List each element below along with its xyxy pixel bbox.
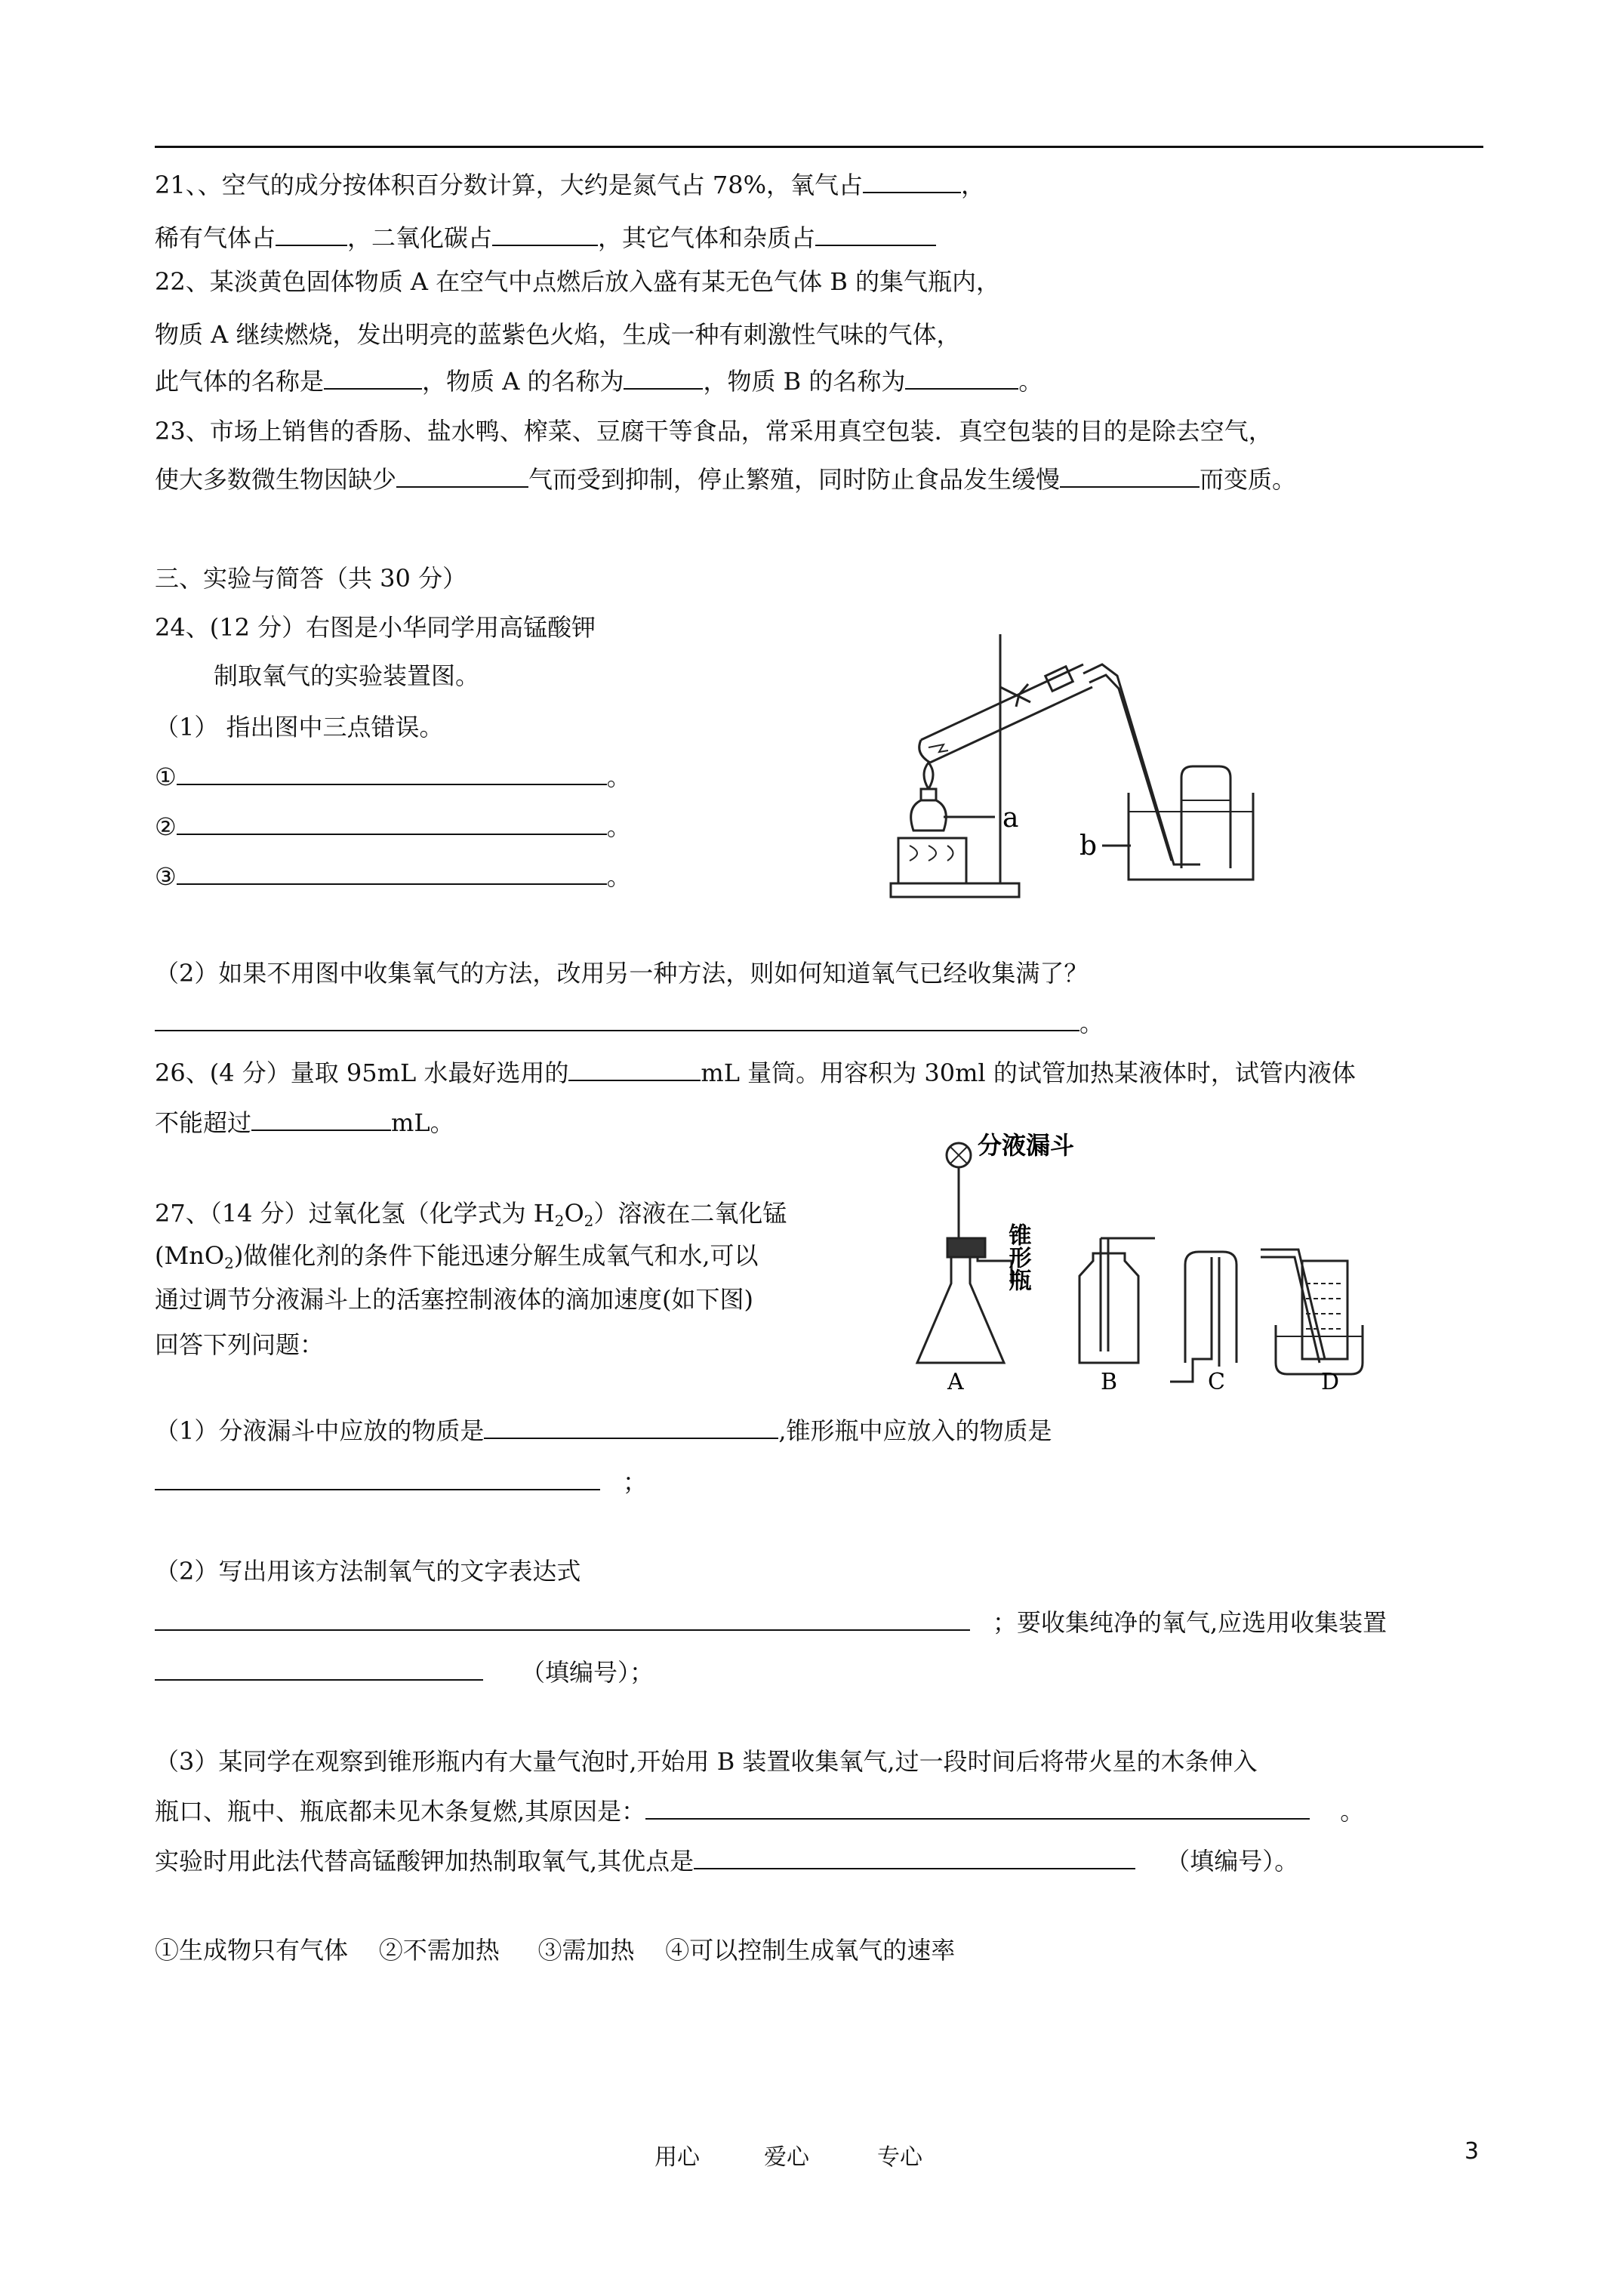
q27-p3b: 瓶口、瓶中、瓶底都未见木条复燃,其原因是： <box>155 1797 646 1826</box>
q24-line1: 24、(12 分）右图是小华同学用高锰酸钾 <box>155 613 596 642</box>
q23-a: 使大多数微生物因缺少 <box>155 465 397 494</box>
header-rule <box>155 146 1483 148</box>
q23-line1: 23、市场上销售的香肠、盐水鸭、榨菜、豆腐干等食品，常采用真空包装．真空包装的目的是除去空气， <box>155 417 1273 445</box>
blank-b-name[interactable] <box>905 365 1018 390</box>
q27-part3-line2 <box>155 1794 1364 1829</box>
q21-line2 <box>155 220 936 255</box>
q27-p3c-end: （填编号）。 <box>1166 1847 1299 1875</box>
h2o2-apparatus-figure <box>906 1133 1434 1389</box>
sub-2b: 2 <box>584 1212 594 1230</box>
blank-error-1[interactable] <box>177 761 607 785</box>
blank-funnel-substance[interactable] <box>484 1415 778 1439</box>
q26-a: 26、(4 分）量取 95mL 水最好选用的 <box>155 1059 569 1087</box>
q22-a-name: ，物质 A 的名称为 <box>422 367 624 396</box>
q27-part2: （2）写出用该方法制氧气的文字表达式 <box>155 1557 581 1586</box>
blank-a-name[interactable] <box>624 365 703 390</box>
test-tube <box>921 664 1092 763</box>
q26-d: mL。 <box>391 1108 454 1137</box>
alcohol-lamp <box>911 800 947 831</box>
q27-line4: 回答下列问题： <box>155 1330 325 1359</box>
q27-c: )做催化剂的条件下能迅速分解生成氧气和水,可以 <box>233 1241 759 1270</box>
part2-end: 。 <box>1079 1009 1104 1037</box>
figure-label-b: b <box>1079 831 1098 861</box>
q27-part1 <box>155 1413 1052 1448</box>
blank-oxygen[interactable] <box>863 169 961 193</box>
footer-word-2: 爱心 <box>764 2144 809 2171</box>
blank-oxidation[interactable] <box>1060 464 1200 488</box>
q27-a: 27、（14 分）过氧化氢（化学式为 H <box>155 1199 555 1228</box>
q27-part2-answer <box>155 1605 1387 1640</box>
q24-line2: 制取氧气的实验装置图。 <box>214 661 480 690</box>
blank-full-check[interactable] <box>155 1007 1079 1031</box>
q27-p1b: ,锥形瓶中应放入的物质是 <box>778 1416 1052 1445</box>
blank-cylinder[interactable] <box>568 1057 701 1081</box>
q21-line1 <box>155 168 985 202</box>
q22-line3 <box>155 364 1042 399</box>
q22-line1: 22、某淡黄色固体物质 A 在空气中点燃后放入盛有某无色气体 B 的集气瓶内， <box>155 267 1001 296</box>
section-3-title: 三、实验与简答（共 30 分） <box>155 564 467 593</box>
q21-other: ，其它气体和杂质占 <box>598 223 816 252</box>
blank-advantage[interactable] <box>694 1845 1135 1869</box>
q21-end: ， <box>961 171 986 199</box>
q21-rare: 稀有气体占 <box>155 223 276 252</box>
q27-part3-line1: （3）某同学在观察到锥形瓶内有大量气泡时,开始用 B 装置收集氧气,过一段时间后将带火星的木条伸入 <box>155 1747 1258 1776</box>
q23-line2 <box>155 462 1296 497</box>
q22-gas-name: 此气体的名称是 <box>155 367 325 396</box>
label-B: B <box>1101 1369 1118 1389</box>
blank-co2[interactable] <box>492 222 598 246</box>
blank-rare-gas[interactable] <box>276 222 347 246</box>
q27-line3: 通过调节分液漏斗上的活塞控制液体的滴加速度(如下图) <box>155 1285 753 1314</box>
q27-line2 <box>155 1238 759 1281</box>
q27-p3c: 实验时用此法代替高锰酸钾加热制取氧气,其优点是 <box>155 1847 694 1875</box>
q27-p2b: ；要收集纯净的氧气,应选用收集装置 <box>993 1608 1387 1637</box>
blank-error-3[interactable] <box>177 861 607 885</box>
label-C: C <box>1208 1369 1225 1389</box>
blank-gas-name[interactable] <box>324 365 422 390</box>
q27-part2-device <box>155 1655 654 1690</box>
q21-co2: ，二氧化碳占 <box>347 223 493 252</box>
blank-other[interactable] <box>815 222 936 246</box>
figure-label-a: a <box>1002 803 1019 834</box>
marker-3: ③ <box>155 862 177 891</box>
sub-2a: 2 <box>554 1212 565 1230</box>
footer-word-1: 用心 <box>654 2144 700 2171</box>
q26-b: mL 量筒。用容积为 30ml 的试管加热某液体时，试管内液体 <box>701 1059 1356 1087</box>
error2-end: 。 <box>606 812 631 841</box>
label-separatory-funnel: 分液漏斗 <box>978 1133 1075 1160</box>
q24-part2-answer <box>155 1006 1104 1040</box>
blank-word-equation[interactable] <box>155 1607 970 1631</box>
q27-p1-end: ； <box>623 1468 648 1496</box>
label-conical-flask: 锥形瓶 <box>1004 1223 1031 1291</box>
q24-part1: （1） 指出图中三点错误。 <box>155 713 444 741</box>
q27-p2c: （填编号）； <box>521 1658 654 1687</box>
q27-options: ①生成物只有气体 ②不需加热 ③需加热 ④可以控制生成氧气的速率 <box>155 1936 956 1965</box>
q27-p1a: （1）分液漏斗中应放的物质是 <box>155 1416 485 1445</box>
error3-end: 。 <box>606 862 631 891</box>
q24-error2 <box>155 809 631 844</box>
q26-line2 <box>155 1105 454 1140</box>
q27-part1-answer <box>155 1465 647 1499</box>
q27-mno: (MnO <box>155 1241 225 1270</box>
q24-part2: （2）如果不用图中收集氧气的方法，改用另一种方法，则如何知道氧气已经收集满了？ <box>155 959 1089 988</box>
page-number: 3 <box>1464 2138 1480 2165</box>
q27-b: ）溶液在二氧化锰 <box>593 1199 787 1228</box>
flask-a <box>917 1257 1004 1363</box>
blank-gas[interactable] <box>396 464 528 488</box>
q22-line2: 物质 A 继续燃烧，发出明亮的蓝紫色火焰，生成一种有刺激性气味的气体， <box>155 320 961 349</box>
label-A: A <box>947 1369 964 1389</box>
q24-error1 <box>155 760 631 794</box>
q21-text: 21、、空气的成分按体积百分数计算，大约是氮气占 78%，氧气占 <box>155 171 864 199</box>
q27-part3-line3 <box>155 1844 1298 1878</box>
q23-c: 而变质。 <box>1200 465 1297 494</box>
q22-end: 。 <box>1018 367 1043 396</box>
footer-word-3: 专心 <box>877 2144 922 2171</box>
blank-collection-device[interactable] <box>155 1657 483 1681</box>
q24-error3 <box>155 859 631 894</box>
q27-p3b-end: 。 <box>1340 1797 1365 1826</box>
q26-c: 不能超过 <box>155 1108 252 1137</box>
blank-liquid-volume[interactable] <box>251 1107 391 1131</box>
q23-b: 气而受到抑制，停止繁殖，同时防止食品发生缓慢 <box>528 465 1061 494</box>
sub-2c: 2 <box>224 1254 234 1272</box>
blank-flask-substance[interactable] <box>155 1466 600 1490</box>
gas-collection-jar <box>1181 766 1230 868</box>
blank-reason[interactable] <box>645 1795 1310 1820</box>
jar-d <box>1302 1261 1347 1359</box>
label-D: D <box>1321 1369 1340 1389</box>
stand-base <box>891 883 1019 897</box>
q26-line1 <box>155 1056 1356 1090</box>
q22-b-name: ，物质 B 的名称为 <box>703 367 906 396</box>
q27-o: O <box>564 1199 584 1228</box>
marker-2: ② <box>155 812 177 841</box>
error1-end: 。 <box>606 763 631 791</box>
kmno4-apparatus-figure <box>876 619 1261 906</box>
marker-1: ① <box>155 763 177 791</box>
blank-error-2[interactable] <box>177 811 607 835</box>
q27-line1 <box>155 1196 787 1238</box>
